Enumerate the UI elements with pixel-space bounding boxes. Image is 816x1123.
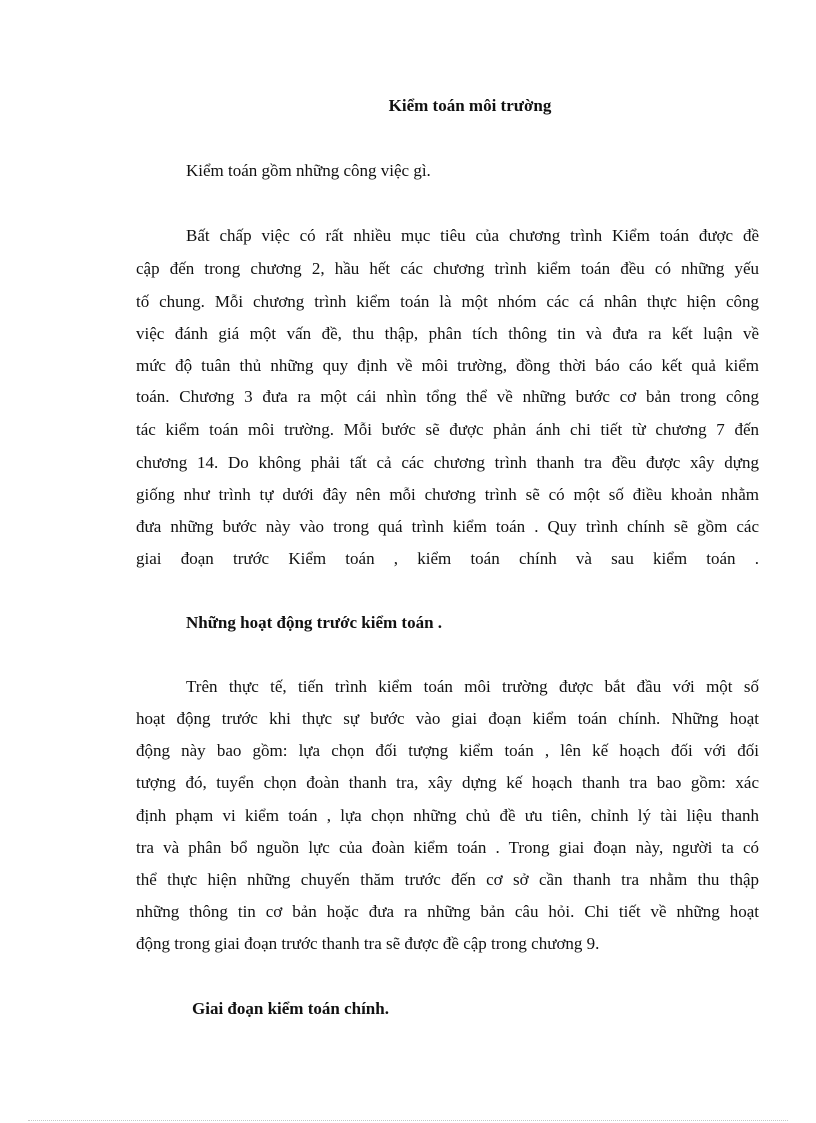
paragraph-1-line: tố chung. Mỗi chương trình kiểm toán là một nhóm các cá nhân thực hiện công: [136, 292, 759, 311]
paragraph-2-line: những thông tin cơ bản hoặc đưa ra những bản câu hỏi. Chi tiết về những hoạt: [136, 902, 759, 921]
paragraph-1-line: mức độ tuân thủ những quy định về môi trường, đồng thời báo cáo kết quả kiểm: [136, 356, 759, 375]
paragraph-2-line: tra và phân bổ nguồn lực của đoàn kiểm toán . Trong giai đoạn này, người ta có: [136, 838, 759, 857]
paragraph-2-line: thể thực hiện những chuyến thăm trước đến cơ sở cần thanh tra nhằm thu thập: [136, 870, 759, 889]
document-title: Kiểm toán môi trường: [388, 96, 552, 115]
section-heading-pre-audit: Những hoạt động trước kiểm toán .: [186, 613, 443, 632]
paragraph-1-line: giai đoạn trước Kiểm toán , kiểm toán chính và sau kiểm toán .: [136, 549, 759, 568]
section-heading-main-audit: Giai đoạn kiểm toán chính.: [192, 999, 389, 1018]
paragraph-2-line: tượng đó, tuyển chọn đoàn thanh tra, xây dựng kế hoạch thanh tra bao gồm: xác: [136, 773, 759, 792]
intro-line: Kiểm toán gồm những công việc gì.: [186, 161, 431, 180]
paragraph-1-line: đưa những bước này vào trong quá trình kiểm toán . Quy trình chính sẽ gồm các: [136, 517, 759, 536]
paragraph-1-line: tác kiểm toán môi trường. Mỗi bước sẽ được phản ánh chi tiết từ chương 7 đến: [136, 420, 759, 439]
paragraph-2-line: Trên thực tế, tiến trình kiểm toán môi trường được bắt đầu với một số: [186, 677, 759, 696]
paragraph-2-line: động này bao gồm: lựa chọn đối tượng kiểm toán , lên kế hoạch đối với đối: [136, 741, 759, 760]
paragraph-1-line: Bất chấp việc có rất nhiều mục tiêu của chương trình Kiểm toán được đề: [186, 226, 759, 245]
paragraph-2-line: hoạt động trước khi thực sự bước vào giai đoạn kiểm toán chính. Những hoạt: [136, 709, 759, 728]
paragraph-2-line: động trong giai đoạn trước thanh tra sẽ được đề cập trong chương 9.: [136, 934, 600, 953]
paragraph-1-line: giống như trình tự dưới đây nên mỗi chương trình sẽ có một số điều khoản nhằm: [136, 485, 759, 504]
paragraph-1-line: cập đến trong chương 2, hầu hết các chương trình kiểm toán đều có những yếu: [136, 259, 759, 278]
paragraph-1-line: toán. Chương 3 đưa ra một cái nhìn tổng thể về những bước cơ bản trong công: [136, 387, 759, 406]
paragraph-1-line: chương 14. Do không phải tất cả các chương trình thanh tra đều được xây dựng: [136, 453, 759, 472]
paragraph-1-line: việc đánh giá một vấn đề, thu thập, phân tích thông tin và đưa ra kết luận về: [136, 324, 759, 343]
paragraph-2-line: định phạm vi kiểm toán , lựa chọn những chủ đề ưu tiên, chỉnh lý tài liệu thanh: [136, 806, 759, 825]
page-bottom-divider: [28, 1120, 788, 1121]
